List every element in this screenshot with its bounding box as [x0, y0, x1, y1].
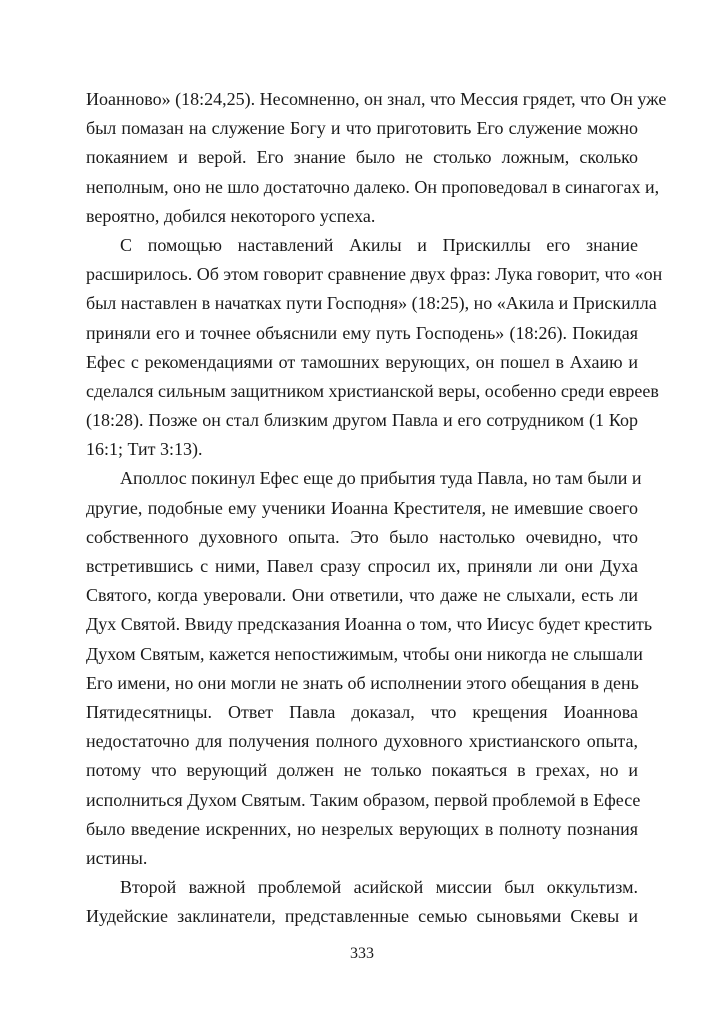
body-text	[86, 85, 667, 931]
text-line: потому что верующий должен не только покаяться в грехах, но и	[86, 760, 638, 781]
text-line: покаянием и верой. Его знание было не столько ложным, сколько	[86, 147, 638, 168]
text-line: Иудейские заклинатели, представленные семью сыновьями Скевы и	[86, 906, 638, 927]
text-line: был наставлен в начатках пути Господня» (18:25), но «Акила и Прискилла	[86, 293, 657, 314]
text-line: был помазан на служение Богу и что приготовить Его служение можно	[86, 118, 638, 139]
text-line: Дух Святой. Ввиду предсказания Иоанна о том, что Иисус будет крестить	[86, 614, 653, 635]
text-line: собственного духовного опыта. Это было настолько очевидно, что	[86, 526, 638, 547]
text-line: С помощью наставлений Акилы и Прискиллы его знание	[120, 234, 638, 255]
text-line: истины.	[86, 847, 148, 868]
text-line: Пятидесятницы. Ответ Павла доказал, что крещения Иоаннова	[86, 701, 638, 722]
text-line: Аполлос покинул Ефес еще до прибытия туда Павла, но там были и	[120, 468, 642, 489]
text-line: Его имени, но они могли не знать об исполнении этого обещания в день	[86, 672, 639, 693]
text-line: недостаточно для получения полного духовного христианского опыта,	[86, 731, 638, 752]
text-line: расширилось. Об этом говорит сравнение двух фраз: Лука говорит, что «он	[86, 264, 663, 285]
text-line: Иоанново» (18:24,25). Несомненно, он знал, что Мессия грядет, что Он уже	[86, 89, 667, 109]
text-line: Ефес с рекомендациями от тамошних верующих, он пошел в Ахаию и	[86, 351, 638, 372]
text-line: (18:28). Позже он стал близким другом Павла и его сотрудником (1 Кор	[86, 410, 638, 431]
page-number: 333	[350, 945, 374, 962]
text-line: сделался сильным защитником христианской веры, особенно среди евреев	[86, 380, 659, 401]
paragraph	[86, 85, 667, 231]
text-line: 16:1; Тит 3:13).	[86, 439, 203, 460]
paragraph	[86, 873, 638, 931]
paragraph	[86, 231, 663, 465]
paragraph	[86, 464, 653, 873]
text-line: другие, подобные ему ученики Иоанна Крестителя, не имевшие своего	[86, 497, 638, 518]
text-line: встретившись с ними, Павел сразу спросил их, приняли ли они Духа	[86, 556, 638, 576]
text-line: было введение искренних, но незрелых верующих в полноту познания	[86, 818, 638, 839]
text-line: приняли его и точнее объяснили ему путь Господень» (18:26). Покидая	[86, 322, 638, 343]
text-line: вероятно, добился некоторого успеха.	[86, 205, 376, 226]
text-line: исполниться Духом Святым. Таким образом, первой проблемой в Ефесе	[86, 789, 641, 810]
text-line: Духом Святым, кажется непостижимым, чтобы они никогда не слышали	[86, 643, 643, 664]
text-line: Второй важной проблемой асийской миссии был оккультизм.	[120, 877, 638, 898]
text-line: неполным, оно не шло достаточно далеко. Он проповедовал в синагогах и,	[86, 176, 660, 197]
text-line: Святого, когда уверовали. Они ответили, что даже не слыхали, есть ли	[86, 585, 638, 606]
